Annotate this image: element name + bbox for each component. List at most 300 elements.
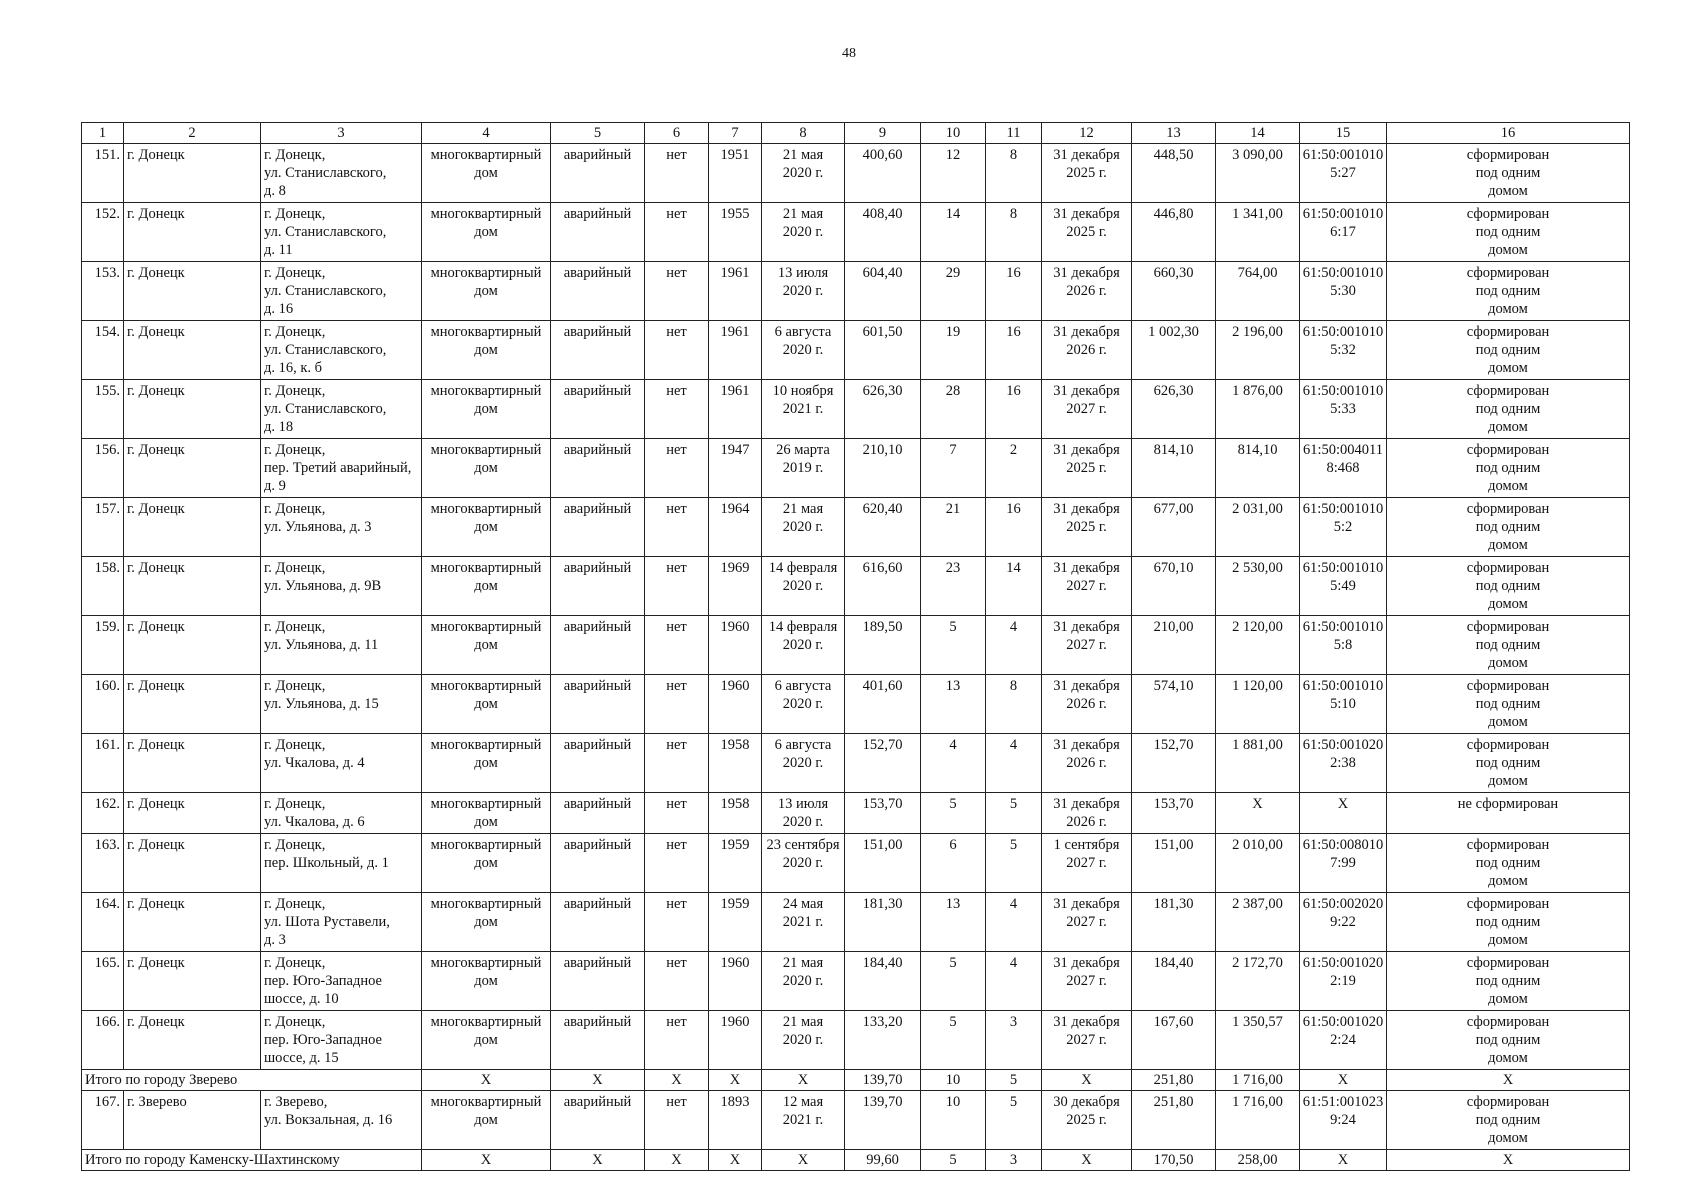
note-cell: сформирован под одним домом	[1387, 834, 1630, 893]
status-cell: аварийный	[551, 952, 645, 1011]
area-total-cell: 670,10	[1132, 557, 1216, 616]
deadline-cell: 30 декабря 2025 г.	[1042, 1091, 1132, 1150]
deadline-cell: 1 сентября 2027 г.	[1042, 834, 1132, 893]
address-cell: г. Донецк, ул. Ульянова, д. 3	[261, 498, 422, 557]
residents-cell: 5	[921, 1011, 986, 1070]
flag-cell: нет	[645, 834, 709, 893]
column-number-row	[82, 123, 1630, 144]
total-cell: Х	[1300, 1150, 1387, 1171]
flag-cell: нет	[645, 893, 709, 952]
city-cell: г. Донецк	[124, 439, 261, 498]
table-row	[82, 203, 1630, 262]
flag-cell: нет	[645, 616, 709, 675]
status-cell: аварийный	[551, 616, 645, 675]
table-row	[82, 1091, 1630, 1150]
city-cell: г. Донецк	[124, 675, 261, 734]
status-cell: аварийный	[551, 144, 645, 203]
column-number-13: 13	[1132, 123, 1216, 144]
flats-cell: 3	[986, 1011, 1042, 1070]
address-cell: г. Зверево, ул. Вокзальная, д. 16	[261, 1091, 422, 1150]
table-row	[82, 793, 1630, 834]
deadline-cell: 31 декабря 2025 г.	[1042, 203, 1132, 262]
address-cell: г. Донецк, пер. Юго-Западное шоссе, д. 15	[261, 1011, 422, 1070]
cadastre-cell: 61:50:001010 5:8	[1300, 616, 1387, 675]
flats-cell: 4	[986, 893, 1042, 952]
cadastre-cell: 61:50:004011 8:468	[1300, 439, 1387, 498]
area-total-cell: 152,70	[1132, 734, 1216, 793]
column-number-5: 5	[551, 123, 645, 144]
land-area-cell: 2 031,00	[1216, 498, 1300, 557]
recognition-date-cell: 26 марта 2019 г.	[762, 439, 845, 498]
building-type-cell: многоквартирный дом	[422, 616, 551, 675]
status-cell: аварийный	[551, 380, 645, 439]
building-type-cell: многоквартирный дом	[422, 952, 551, 1011]
flats-cell: 5	[986, 834, 1042, 893]
area-total-cell: 184,40	[1132, 952, 1216, 1011]
residents-cell: 5	[921, 793, 986, 834]
recognition-date-cell: 21 мая 2020 г.	[762, 498, 845, 557]
flats-cell: 8	[986, 203, 1042, 262]
area-cell: 151,00	[845, 834, 921, 893]
land-area-cell: 764,00	[1216, 262, 1300, 321]
note-cell: сформирован под одним домом	[1387, 1011, 1630, 1070]
area-total-cell: 814,10	[1132, 439, 1216, 498]
row-number: 163.	[82, 834, 124, 893]
row-number: 154.	[82, 321, 124, 380]
year-cell: 1951	[709, 144, 762, 203]
row-number: 152.	[82, 203, 124, 262]
cadastre-cell: 61:50:001020 2:38	[1300, 734, 1387, 793]
city-cell: г. Донецк	[124, 262, 261, 321]
flats-cell: 8	[986, 675, 1042, 734]
note-cell: сформирован под одним домом	[1387, 616, 1630, 675]
recognition-date-cell: 21 мая 2020 г.	[762, 1011, 845, 1070]
year-cell: 1958	[709, 793, 762, 834]
table-row	[82, 380, 1630, 439]
status-cell: аварийный	[551, 1091, 645, 1150]
total-cell: 139,70	[845, 1070, 921, 1091]
table-row	[82, 1011, 1630, 1070]
address-cell: г. Донецк, ул. Ульянова, д. 9В	[261, 557, 422, 616]
residents-cell: 21	[921, 498, 986, 557]
recognition-date-cell: 6 августа 2020 г.	[762, 321, 845, 380]
deadline-cell: 31 декабря 2027 г.	[1042, 557, 1132, 616]
column-number-4: 4	[422, 123, 551, 144]
flats-cell: 16	[986, 380, 1042, 439]
flats-cell: 16	[986, 262, 1042, 321]
flag-cell: нет	[645, 1091, 709, 1150]
table-body	[82, 123, 1630, 1171]
area-total-cell: 660,30	[1132, 262, 1216, 321]
table-row	[82, 952, 1630, 1011]
city-cell: г. Донецк	[124, 893, 261, 952]
total-row	[82, 1070, 1630, 1091]
recognition-date-cell: 6 августа 2020 г.	[762, 734, 845, 793]
total-cell: 5	[986, 1070, 1042, 1091]
total-cell: Х	[422, 1070, 551, 1091]
total-cell: 5	[921, 1150, 986, 1171]
note-cell: сформирован под одним домом	[1387, 498, 1630, 557]
total-cell: Х	[422, 1150, 551, 1171]
land-area-cell: 2 530,00	[1216, 557, 1300, 616]
recognition-date-cell: 10 ноября 2021 г.	[762, 380, 845, 439]
area-total-cell: 574,10	[1132, 675, 1216, 734]
column-number-2: 2	[124, 123, 261, 144]
deadline-cell: 31 декабря 2025 г.	[1042, 439, 1132, 498]
row-number: 161.	[82, 734, 124, 793]
land-area-cell: 1 341,00	[1216, 203, 1300, 262]
column-number-9: 9	[845, 123, 921, 144]
city-cell: г. Донецк	[124, 734, 261, 793]
building-type-cell: многоквартирный дом	[422, 557, 551, 616]
area-total-cell: 448,50	[1132, 144, 1216, 203]
status-cell: аварийный	[551, 893, 645, 952]
table-row	[82, 439, 1630, 498]
row-number: 159.	[82, 616, 124, 675]
land-area-cell: 2 010,00	[1216, 834, 1300, 893]
flats-cell: 14	[986, 557, 1042, 616]
deadline-cell: 31 декабря 2026 г.	[1042, 793, 1132, 834]
recognition-date-cell: 24 мая 2021 г.	[762, 893, 845, 952]
cadastre-cell: 61:51:001023 9:24	[1300, 1091, 1387, 1150]
deadline-cell: 31 декабря 2026 г.	[1042, 321, 1132, 380]
deadline-cell: 31 декабря 2026 г.	[1042, 675, 1132, 734]
year-cell: 1960	[709, 952, 762, 1011]
area-cell: 153,70	[845, 793, 921, 834]
year-cell: 1955	[709, 203, 762, 262]
area-cell: 626,30	[845, 380, 921, 439]
total-cell: Х	[1387, 1070, 1630, 1091]
flats-cell: 16	[986, 321, 1042, 380]
table-row	[82, 321, 1630, 380]
residents-cell: 28	[921, 380, 986, 439]
row-number: 158.	[82, 557, 124, 616]
area-cell: 604,40	[845, 262, 921, 321]
table-row	[82, 498, 1630, 557]
area-total-cell: 181,30	[1132, 893, 1216, 952]
deadline-cell: 31 декабря 2027 г.	[1042, 893, 1132, 952]
total-cell: Х	[1042, 1150, 1132, 1171]
year-cell: 1961	[709, 380, 762, 439]
land-area-cell: 814,10	[1216, 439, 1300, 498]
residents-cell: 19	[921, 321, 986, 380]
land-area-cell: 1 350,57	[1216, 1011, 1300, 1070]
status-cell: аварийный	[551, 793, 645, 834]
column-number-10: 10	[921, 123, 986, 144]
area-cell: 616,60	[845, 557, 921, 616]
cadastre-cell: 61:50:001010 5:32	[1300, 321, 1387, 380]
column-number-3: 3	[261, 123, 422, 144]
total-label: Итого по городу Каменску-Шахтинскому	[82, 1150, 422, 1171]
column-number-6: 6	[645, 123, 709, 144]
year-cell: 1960	[709, 616, 762, 675]
city-cell: г. Донецк	[124, 1011, 261, 1070]
building-type-cell: многоквартирный дом	[422, 893, 551, 952]
row-number: 167.	[82, 1091, 124, 1150]
table-row	[82, 893, 1630, 952]
note-cell: сформирован под одним домом	[1387, 144, 1630, 203]
area-total-cell: 167,60	[1132, 1011, 1216, 1070]
address-cell: г. Донецк, ул. Ульянова, д. 15	[261, 675, 422, 734]
flag-cell: нет	[645, 144, 709, 203]
building-type-cell: многоквартирный дом	[422, 203, 551, 262]
recognition-date-cell: 13 июля 2020 г.	[762, 262, 845, 321]
address-cell: г. Донецк, ул. Чкалова, д. 4	[261, 734, 422, 793]
building-type-cell: многоквартирный дом	[422, 1091, 551, 1150]
residents-cell: 12	[921, 144, 986, 203]
deadline-cell: 31 декабря 2026 г.	[1042, 734, 1132, 793]
flag-cell: нет	[645, 734, 709, 793]
status-cell: аварийный	[551, 203, 645, 262]
row-number: 164.	[82, 893, 124, 952]
row-number: 162.	[82, 793, 124, 834]
land-area-cell: 2 172,70	[1216, 952, 1300, 1011]
flag-cell: нет	[645, 557, 709, 616]
note-cell: сформирован под одним домом	[1387, 203, 1630, 262]
housing-table-container	[81, 122, 1629, 1171]
total-cell: Х	[645, 1070, 709, 1091]
column-number-8: 8	[762, 123, 845, 144]
deadline-cell: 31 декабря 2027 г.	[1042, 380, 1132, 439]
building-type-cell: многоквартирный дом	[422, 321, 551, 380]
row-number: 166.	[82, 1011, 124, 1070]
land-area-cell: 2 387,00	[1216, 893, 1300, 952]
cadastre-cell: 61:50:001020 2:24	[1300, 1011, 1387, 1070]
cadastre-cell: 61:50:008010 7:99	[1300, 834, 1387, 893]
flats-cell: 16	[986, 498, 1042, 557]
year-cell: 1960	[709, 1011, 762, 1070]
city-cell: г. Донецк	[124, 952, 261, 1011]
address-cell: г. Донецк, ул. Станиславского, д. 8	[261, 144, 422, 203]
column-number-16: 16	[1387, 123, 1630, 144]
flag-cell: нет	[645, 439, 709, 498]
row-number: 153.	[82, 262, 124, 321]
status-cell: аварийный	[551, 675, 645, 734]
recognition-date-cell: 12 мая 2021 г.	[762, 1091, 845, 1150]
building-type-cell: многоквартирный дом	[422, 262, 551, 321]
flag-cell: нет	[645, 675, 709, 734]
status-cell: аварийный	[551, 439, 645, 498]
city-cell: г. Донецк	[124, 203, 261, 262]
flats-cell: 4	[986, 952, 1042, 1011]
cadastre-cell: 61:50:001010 5:49	[1300, 557, 1387, 616]
cadastre-cell: 61:50:001010 5:10	[1300, 675, 1387, 734]
year-cell: 1961	[709, 262, 762, 321]
note-cell: не сформирован	[1387, 793, 1630, 834]
note-cell: сформирован под одним домом	[1387, 675, 1630, 734]
address-cell: г. Донецк, пер. Школьный, д. 1	[261, 834, 422, 893]
deadline-cell: 31 декабря 2027 г.	[1042, 616, 1132, 675]
table-row	[82, 144, 1630, 203]
total-cell: Х	[1300, 1070, 1387, 1091]
flag-cell: нет	[645, 498, 709, 557]
address-cell: г. Донецк, ул. Чкалова, д. 6	[261, 793, 422, 834]
total-cell: Х	[1042, 1070, 1132, 1091]
recognition-date-cell: 14 февраля 2020 г.	[762, 616, 845, 675]
deadline-cell: 31 декабря 2026 г.	[1042, 262, 1132, 321]
year-cell: 1947	[709, 439, 762, 498]
residents-cell: 10	[921, 1091, 986, 1150]
address-cell: г. Донецк, ул. Шота Руставели, д. 3	[261, 893, 422, 952]
table-row	[82, 557, 1630, 616]
flats-cell: 5	[986, 793, 1042, 834]
address-cell: г. Донецк, ул. Станиславского, д. 11	[261, 203, 422, 262]
flag-cell: нет	[645, 1011, 709, 1070]
building-type-cell: многоквартирный дом	[422, 734, 551, 793]
address-cell: г. Донецк, ул. Ульянова, д. 11	[261, 616, 422, 675]
deadline-cell: 31 декабря 2027 г.	[1042, 1011, 1132, 1070]
land-area-cell: 2 120,00	[1216, 616, 1300, 675]
area-total-cell: 1 002,30	[1132, 321, 1216, 380]
residents-cell: 6	[921, 834, 986, 893]
table-row	[82, 675, 1630, 734]
city-cell: г. Донецк	[124, 557, 261, 616]
note-cell: сформирован под одним домом	[1387, 557, 1630, 616]
housing-table	[81, 122, 1630, 1171]
total-row	[82, 1150, 1630, 1171]
residents-cell: 29	[921, 262, 986, 321]
building-type-cell: многоквартирный дом	[422, 498, 551, 557]
column-number-15: 15	[1300, 123, 1387, 144]
land-area-cell: 2 196,00	[1216, 321, 1300, 380]
year-cell: 1969	[709, 557, 762, 616]
address-cell: г. Донецк, пер. Юго-Западное шоссе, д. 10	[261, 952, 422, 1011]
total-cell: 3	[986, 1150, 1042, 1171]
note-cell: сформирован под одним домом	[1387, 893, 1630, 952]
area-cell: 139,70	[845, 1091, 921, 1150]
row-number: 155.	[82, 380, 124, 439]
year-cell: 1893	[709, 1091, 762, 1150]
note-cell: сформирован под одним домом	[1387, 262, 1630, 321]
total-cell: 10	[921, 1070, 986, 1091]
recognition-date-cell: 14 февраля 2020 г.	[762, 557, 845, 616]
total-cell: Х	[551, 1150, 645, 1171]
column-number-1: 1	[82, 123, 124, 144]
building-type-cell: многоквартирный дом	[422, 675, 551, 734]
area-cell: 189,50	[845, 616, 921, 675]
residents-cell: 5	[921, 616, 986, 675]
address-cell: г. Донецк, ул. Станиславского, д. 16, к. б	[261, 321, 422, 380]
land-area-cell: 1 716,00	[1216, 1091, 1300, 1150]
note-cell: сформирован под одним домом	[1387, 380, 1630, 439]
residents-cell: 4	[921, 734, 986, 793]
recognition-date-cell: 23 сентября 2020 г.	[762, 834, 845, 893]
table-row	[82, 616, 1630, 675]
area-total-cell: 677,00	[1132, 498, 1216, 557]
cadastre-cell: Х	[1300, 793, 1387, 834]
status-cell: аварийный	[551, 1011, 645, 1070]
status-cell: аварийный	[551, 321, 645, 380]
flats-cell: 8	[986, 144, 1042, 203]
column-number-12: 12	[1042, 123, 1132, 144]
flag-cell: нет	[645, 793, 709, 834]
year-cell: 1964	[709, 498, 762, 557]
column-number-14: 14	[1216, 123, 1300, 144]
total-cell: Х	[1387, 1150, 1630, 1171]
city-cell: г. Донецк	[124, 498, 261, 557]
area-cell: 601,50	[845, 321, 921, 380]
table-row	[82, 734, 1630, 793]
total-cell: 251,80	[1132, 1070, 1216, 1091]
land-area-cell: 1 881,00	[1216, 734, 1300, 793]
row-number: 151.	[82, 144, 124, 203]
flats-cell: 4	[986, 734, 1042, 793]
city-cell: г. Донецк	[124, 321, 261, 380]
land-area-cell: Х	[1216, 793, 1300, 834]
area-cell: 210,10	[845, 439, 921, 498]
flats-cell: 4	[986, 616, 1042, 675]
building-type-cell: многоквартирный дом	[422, 793, 551, 834]
cadastre-cell: 61:50:001020 2:19	[1300, 952, 1387, 1011]
city-cell: г. Зверево	[124, 1091, 261, 1150]
residents-cell: 5	[921, 952, 986, 1011]
year-cell: 1959	[709, 834, 762, 893]
area-cell: 133,20	[845, 1011, 921, 1070]
year-cell: 1958	[709, 734, 762, 793]
status-cell: аварийный	[551, 262, 645, 321]
column-number-11: 11	[986, 123, 1042, 144]
row-number: 156.	[82, 439, 124, 498]
year-cell: 1960	[709, 675, 762, 734]
city-cell: г. Донецк	[124, 380, 261, 439]
building-type-cell: многоквартирный дом	[422, 380, 551, 439]
row-number: 165.	[82, 952, 124, 1011]
total-cell: 258,00	[1216, 1150, 1300, 1171]
total-cell: Х	[709, 1070, 762, 1091]
residents-cell: 13	[921, 675, 986, 734]
city-cell: г. Донецк	[124, 144, 261, 203]
cadastre-cell: 61:50:001010 5:2	[1300, 498, 1387, 557]
area-total-cell: 151,00	[1132, 834, 1216, 893]
total-cell: 170,50	[1132, 1150, 1216, 1171]
cadastre-cell: 61:50:001010 6:17	[1300, 203, 1387, 262]
recognition-date-cell: 21 мая 2020 г.	[762, 952, 845, 1011]
deadline-cell: 31 декабря 2025 г.	[1042, 144, 1132, 203]
cadastre-cell: 61:50:001010 5:27	[1300, 144, 1387, 203]
address-cell: г. Донецк, ул. Станиславского, д. 18	[261, 380, 422, 439]
deadline-cell: 31 декабря 2027 г.	[1042, 952, 1132, 1011]
status-cell: аварийный	[551, 734, 645, 793]
residents-cell: 14	[921, 203, 986, 262]
note-cell: сформирован под одним домом	[1387, 952, 1630, 1011]
recognition-date-cell: 6 августа 2020 г.	[762, 675, 845, 734]
building-type-cell: многоквартирный дом	[422, 144, 551, 203]
flag-cell: нет	[645, 380, 709, 439]
total-cell: Х	[709, 1150, 762, 1171]
total-cell: Х	[762, 1150, 845, 1171]
flats-cell: 2	[986, 439, 1042, 498]
note-cell: сформирован под одним домом	[1387, 321, 1630, 380]
total-label: Итого по городу Зверево	[82, 1070, 422, 1091]
note-cell: сформирован под одним домом	[1387, 1091, 1630, 1150]
city-cell: г. Донецк	[124, 834, 261, 893]
recognition-date-cell: 21 мая 2020 г.	[762, 144, 845, 203]
status-cell: аварийный	[551, 834, 645, 893]
year-cell: 1959	[709, 893, 762, 952]
cadastre-cell: 61:50:002020 9:22	[1300, 893, 1387, 952]
flag-cell: нет	[645, 262, 709, 321]
building-type-cell: многоквартирный дом	[422, 439, 551, 498]
total-cell: Х	[762, 1070, 845, 1091]
residents-cell: 7	[921, 439, 986, 498]
column-number-7: 7	[709, 123, 762, 144]
area-cell: 181,30	[845, 893, 921, 952]
recognition-date-cell: 21 мая 2020 г.	[762, 203, 845, 262]
year-cell: 1961	[709, 321, 762, 380]
area-total-cell: 446,80	[1132, 203, 1216, 262]
status-cell: аварийный	[551, 557, 645, 616]
total-cell: 1 716,00	[1216, 1070, 1300, 1091]
